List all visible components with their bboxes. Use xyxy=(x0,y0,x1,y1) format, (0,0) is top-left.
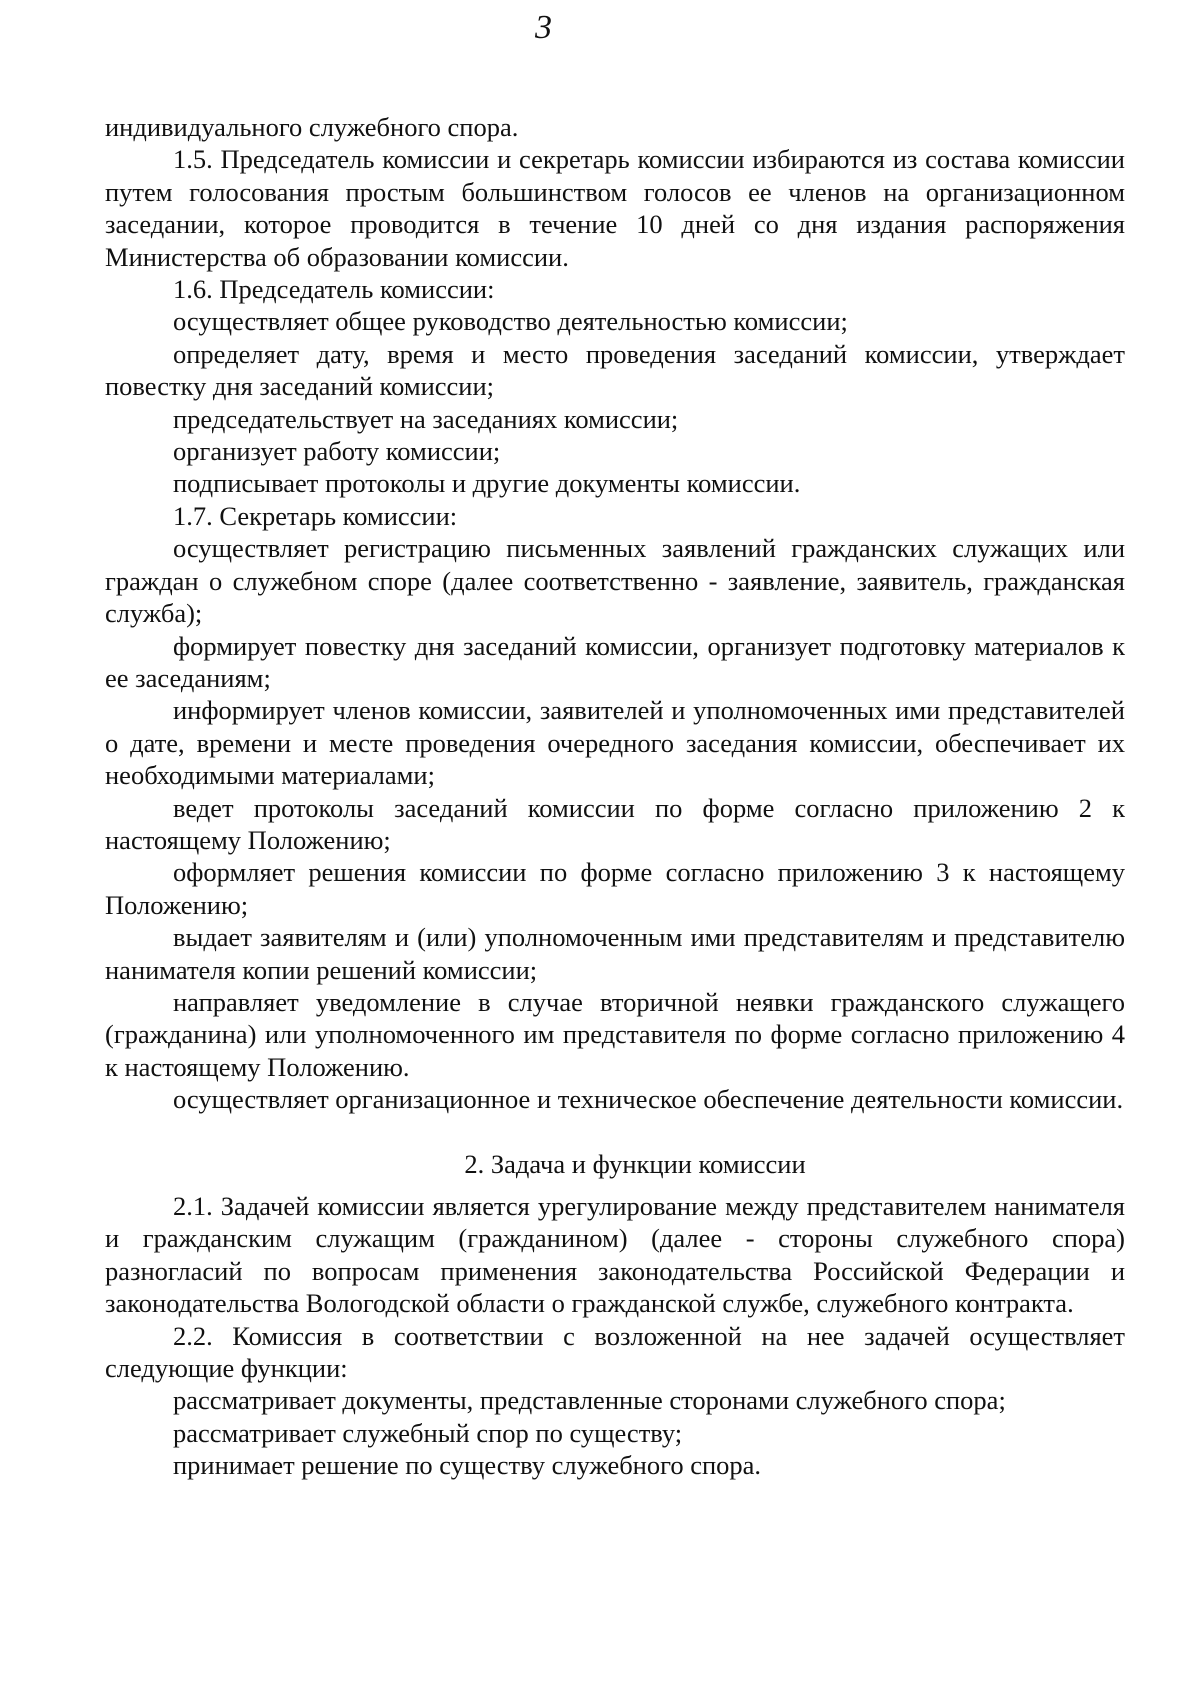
paragraph: председательствует на заседаниях комиссии; xyxy=(173,403,679,434)
paragraph: принимает решение по существу служебного спора. xyxy=(173,1450,762,1481)
paragraph: определяет дату, время и место проведения заседаний комиссии, утверждает повестку дня заседаний комиссии; xyxy=(105,338,1125,402)
paragraph: направляет уведомление в случае вторичной неявки гражданского служащего (гражданина) или уполномоченного им представителя по форме согласно приложению 4 к настоящему Положению. xyxy=(105,986,1125,1082)
paragraph: выдает заявителям и (или) уполномоченным ими представителям и представителю нанимателя копии решений комиссии; xyxy=(105,922,1125,985)
page-number: 3 xyxy=(535,9,552,46)
paragraph: оформляет решения комиссии по форме согласно приложению 3 к настоящему Положению; xyxy=(105,857,1125,920)
paragraph: ведет протоколы заседаний комиссии по форме согласно приложению 2 к настоящему Положению; xyxy=(105,792,1125,855)
paragraph: осуществляет регистрацию письменных заявлений гражданских служащих или граждан о служебном споре (далее соответственно - заявление, заявитель, гражданская служба); xyxy=(105,533,1125,629)
paragraph: осуществляет общее руководство деятельностью комиссии; xyxy=(173,306,848,337)
document-body xyxy=(105,111,1125,1482)
paragraph: 1.5. Председатель комиссии и секретарь комиссии избираются из состава комиссии путем голосования простым большинством голосов ее членов на организационном заседании, которое проводится в течение 10 дней со дня издания распоряжения Министерства об образовании комиссии. xyxy=(105,144,1125,272)
paragraph: информирует членов комиссии, заявителей и уполномоченных ими представителей о дате, времени и месте проведения очередного заседания комиссии, обеспечивает их необходимыми материалами; xyxy=(105,695,1125,791)
paragraph: 2.1. Задачей комиссии является урегулирование между представителем нанимателя и гражданским служащим (гражданином) (далее - стороны служебного спора) разногласий по вопросам применения законодательства Российской Федерации и законодательства Вологодской области о гражданской службе, служебного контракта. xyxy=(105,1191,1125,1319)
paragraph: осуществляет организационное и техническое обеспечение деятельности комиссии. xyxy=(173,1084,1124,1115)
paragraph: 1.6. Председатель комиссии: xyxy=(173,274,495,305)
paragraph: 2.2. Комиссия в соответствии с возложенной на нее задачей осуществляет следующие функции: xyxy=(105,1320,1125,1384)
section-heading: 2. Задача и функции комиссии xyxy=(464,1148,806,1179)
paragraph: формирует повестку дня заседаний комиссии, организует подготовку материалов к ее заседаниям; xyxy=(105,630,1125,693)
paragraph: подписывает протоколы и другие документы комиссии. xyxy=(173,468,801,499)
paragraph: индивидуального служебного спора. xyxy=(105,112,519,142)
paragraph: рассматривает служебный спор по существу; xyxy=(173,1417,683,1448)
paragraph: рассматривает документы, представленные сторонами служебного спора; xyxy=(173,1385,1006,1416)
paragraph: 1.7. Секретарь комиссии: xyxy=(173,500,458,531)
paragraph: организует работу комиссии; xyxy=(173,436,501,467)
